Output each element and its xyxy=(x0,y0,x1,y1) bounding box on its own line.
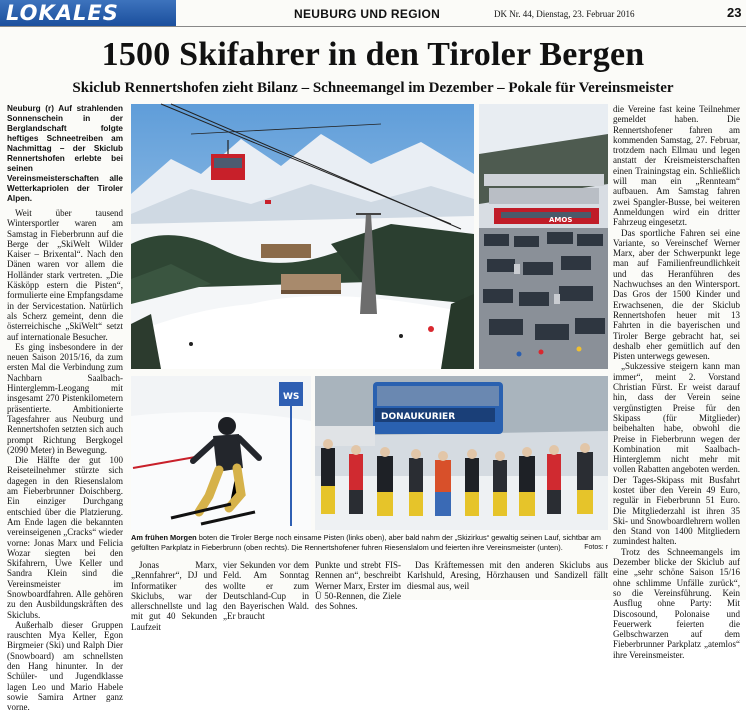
photo-skier xyxy=(131,376,311,530)
parking-lot-illustration xyxy=(479,104,608,369)
body-paragraph: Das sportliche Fahren sei eine Variante, so Vereinschef Werner Marx, aber der Schwerpunkt lege man auf Familienfreundlichkeit und das Heranführen des Nachwuchses an den Wintersport. Das Gros der 1500 Kinder und Erwachsenen, die der Skiclub Rennertshofen heuer mit 13 Fahrten in die bayerischen und Tiroler Berge gebracht hat, sei deshalb eher gemütlich auf den Pisten unterwegs gewesen. xyxy=(613,227,740,362)
caption-text: boten die Tiroler Berge noch einsame Pisten (links oben), aber bald nahm der „Skizirkus“ gewaltig seinen Lauf, sichtbar am gefüllten Parkplatz in Fieberbrunn (oben rechts). Die Rennertshofener fuhren Riesenslalom und feierten ihre Vereinsmeister (unten). xyxy=(131,533,601,552)
bus-sign-amos: AMOS xyxy=(549,216,573,224)
column-6 xyxy=(613,104,740,660)
column-2 xyxy=(131,560,217,632)
body-paragraph: Punkte und strebt FIS-Rennen an“, beschreibt Werner Marx, Erster im Ü 50-Rennen, die Ziele des Sohnes. xyxy=(315,560,401,612)
region-title: NEUBURG UND REGION xyxy=(294,7,441,21)
column-5 xyxy=(407,560,608,600)
column-1 xyxy=(7,104,123,713)
caption-lead: Am frühen Morgen xyxy=(131,533,197,542)
body-paragraph: Weit über tausend Wintersportler waren am Samstag in Fieberbrunn auf die Berge der „SkiWelt Wilder Kaiser – Brixental“. Nach den Dänen waren vor allem die Holländer stark vertreten. „Die Käsköpp estern die Pisten“, formulierte eine Empfangsdame in der Servicestation. Natürlich als Scherz gemeint, denn die österreichische „SkiWelt“ setzt auf internationale Besucher. xyxy=(7,208,123,342)
body-paragraph: Außerhalb dieser Gruppen rauschten Mya Keller, Egon Birgmeier (Ski) und Ralph Dier (Snowboard) am schnellsten den Hang hinunter. In der Schüler- und Jugendklasse lagen Leo und Mario Habele sowie Samira Artner ganz vorne. xyxy=(7,619,123,713)
header-rule xyxy=(0,26,746,27)
photo-ski-lift xyxy=(131,104,474,369)
headline: 1500 Skifahrer in den Tiroler Bergen xyxy=(101,36,645,73)
lead-paragraph: Neuburg (r) Auf strahlenden Sonnenschein in der Berglandschaft folgte heftiges Schneetreiben am Nachmittag – der Skiclub Rennertshofen erlebte bei seinen Vereinsmeisterschaften alle Wetterkapriolen der Tiroler Alpen. xyxy=(7,104,123,203)
photo-caption xyxy=(131,533,608,557)
bus-sign-donaukurier: DONAUKURIER xyxy=(381,412,456,422)
column-3 xyxy=(223,560,309,622)
page-number: 23 xyxy=(727,5,742,20)
subheadline: Skiclub Rennertshofen zieht Bilanz – Schneemangel im Dezember – Pokale für Vereinsmeister xyxy=(72,80,674,96)
ski-lift-illustration xyxy=(131,104,474,369)
body-paragraph: „Sukzessive steigern kann man immer“, meint 2. Vorstand Christian Fürst. Er weist darauf hin, dass der Verein seine vergünstigten Preise für den Skipass (für Mitglieder) beibehalten habe, obwohl die Preise in Fieberbrunn wegen der Kombination mit Saalbach-Hinterglemm nicht mehr mit vollen Rabatten angeboten werden. Der Tages-Skipass mit Busfahrt kostet über den Verein 49 Euro, regulär in Fieberbrunn 51 Euro. Die Mitgliederzahl ist ihren 35 Ski- und Snowboardlehrern wollen den Stand von 1400 Mitgliedern zumindest halten. xyxy=(613,361,740,547)
section-title: LOKALES xyxy=(6,1,119,25)
column-4 xyxy=(315,560,401,612)
photo-credit: Fotos: r xyxy=(584,543,608,551)
body-paragraph: Das Kräftemessen mit den anderen Skiclubs aus Karlshuld, Aresing, Hörzhausen und Sandizell fällt diesmal aus, weil xyxy=(407,560,608,591)
issue-info: DK Nr. 44, Dienstag, 23. Februar 2016 xyxy=(494,9,635,19)
gate-flag-label: WS xyxy=(283,392,300,402)
body-paragraph: Es ging insbesondere in der neuen Saison 2015/16, da zum ersten Mal die Verbindung zum Nachbarn Saalbach-Hinterglemm-Leogang mit insgesamt 270 Pistenkilometern präsentierte. Ambitionierte Tagesfahrer aus Neuburg und Rennertshofen setzten sich auch prompt Richtung Bergkogel (2090 Meter) in Bewegung. xyxy=(7,341,123,455)
photo-party xyxy=(315,376,608,530)
skier-illustration xyxy=(131,376,311,530)
body-paragraph: Trotz des Schneemangels im Dezember blicke der Skiclub auf eine „sehr schöne Saison 15/16 ohne schlimme Unfälle zurück“, so die Vereinsführung. Kein Ausflug ohne Party: Mit Discosound, Polonaise und Feuerwerk feierten die Gelbschwarzen auf dem Fieberbrunner Parkplatz „atemlos“ ihre Vereinsmeister. xyxy=(613,546,740,660)
body-paragraph: die Vereine fast keine Teilnehmer gemeldet haben. Die Rennertshofener fahren am kommenden Samstag, 27. Februar, trotzdem nach Ellmau und legen anstatt der Kreismeisterschaften einen Trainingstag ein. Schließlich will man ein „Rennteam“ aufbauen. Am Samstag fahren zwei Spangler-Busse, bei weiteren Anmeldungen wird ein dritter Fahrzeug eingesetzt. xyxy=(613,104,740,228)
party-illustration xyxy=(315,376,608,530)
body-paragraph: Jonas Marx, „Rennfahrer“, DJ und Informatiker des Skiclubs, war der allerschnellste und lag mit gut 40 Sekunden Laufzeit xyxy=(131,560,217,632)
body-paragraph: Die Hälfte der gut 100 Reiseteilnehmer stürzte sich dagegen in den Riesenslalom am Fieberbrunner Doischberg. Ein einziger Durchgang entschied über die Platzierung. Am Ende lagen die bekannten vereinseigenen „Cracks“ wieder vorne: Jonas Marx und Felicia Wozar siegten bei den Skifahrern, Uwe Keller und Sandra Klein sind die Vereinsmeister im Snowboardfahren. Alle gehören zu den Ausbildungskräften des Skiclubs. xyxy=(7,455,123,620)
photo-parking-lot xyxy=(479,104,608,369)
body-paragraph: vier Sekunden vor dem Feld. Am Sonntag wollte er zum Deutschland-Cup in den Bayerischen Wald. „Er braucht xyxy=(223,560,309,622)
